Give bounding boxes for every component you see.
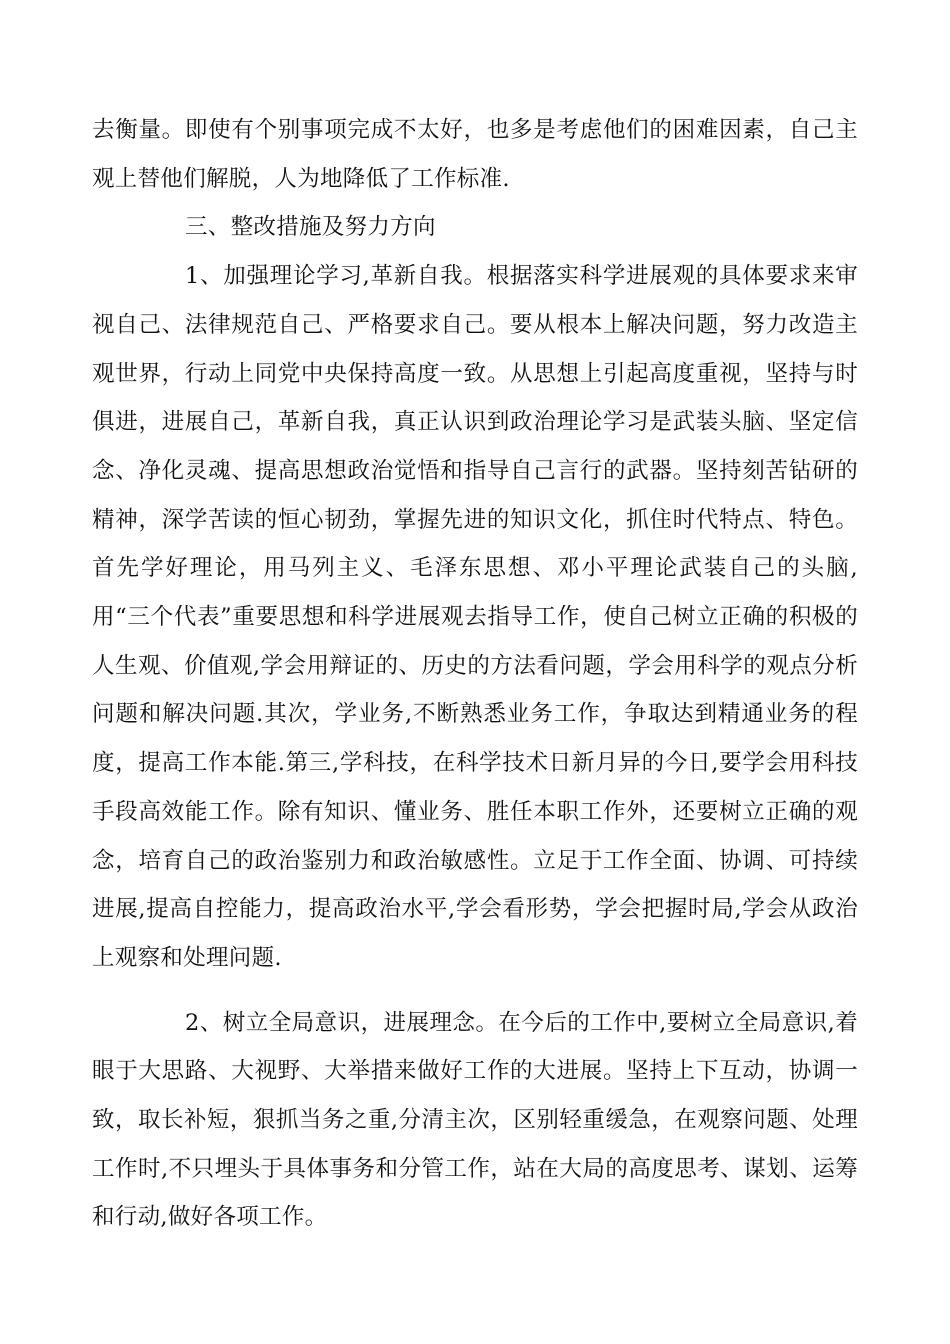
- paragraph-continuation: 去衡量。即使有个别事项完成不太好，也多是考虑他们的困难因素，自己主观上替他们解脱，人为地降低了工作标准.: [92, 117, 858, 192]
- document-body: [92, 106, 858, 1242]
- section-heading: 三、整改措施及努力方向: [185, 214, 436, 241]
- paragraph-measure-1: 1、加强理论学习,革新自我。根据落实科学进展观的具体要求来审视自己、法律规范自己、严格要求自己。要从根本上解决问题，努力改造主观世界，行动上同党中央保持高度一致。从思想上引起高度重视，坚持与时俱进，进展自己，革新自我，真正认识到政治理论学习是武装头脑、坚定信念、净化灵魂、提高思想政治觉悟和指导自己言行的武器。坚持刻苦钻研的精神，深学苦读的恒心韧劲，掌握先进的知识文化，抓住时代特点、特色。首先学好理论，用马列主义、毛泽东思想、邓小平理论武装自己的头脑,用“三个代表”重要思想和科学进展观去指导工作，使自己树立正确的积极的人生观、价值观,学会用辩证的、历史的方法看问题，学会用科学的观点分析问题和解决问题.其次，学业务,不断熟悉业务工作，争取达到精通业务的程度，提高工作本能.第三,学科技，在科学技术日新月异的今日,要学会用科技手段高效能工作。除有知识、懂业务、胜任本职工作外，还要树立正确的观念，培育自己的政治鉴别力和政治敏感性。立足于工作全面、协调、可持续进展,提高自控能力，提高政治水平,学会看形势，学会把握时局,学会从政治上观察和处理问题.: [92, 263, 858, 971]
- paragraph-measure-2: 2、树立全局意识，进展理念。在今后的工作中,要树立全局意识,着眼于大思路、大视野、大举措来做好工作的大进展。坚持上下互动，协调一致，取长补短，狠抓当务之重,分清主次，区别轻重缓急，在观察问题、处理工作时,不只埋头于具体事务和分管工作，站在大局的高度思考、谋划、运筹和行动,做好各项工作。: [92, 1009, 858, 1231]
